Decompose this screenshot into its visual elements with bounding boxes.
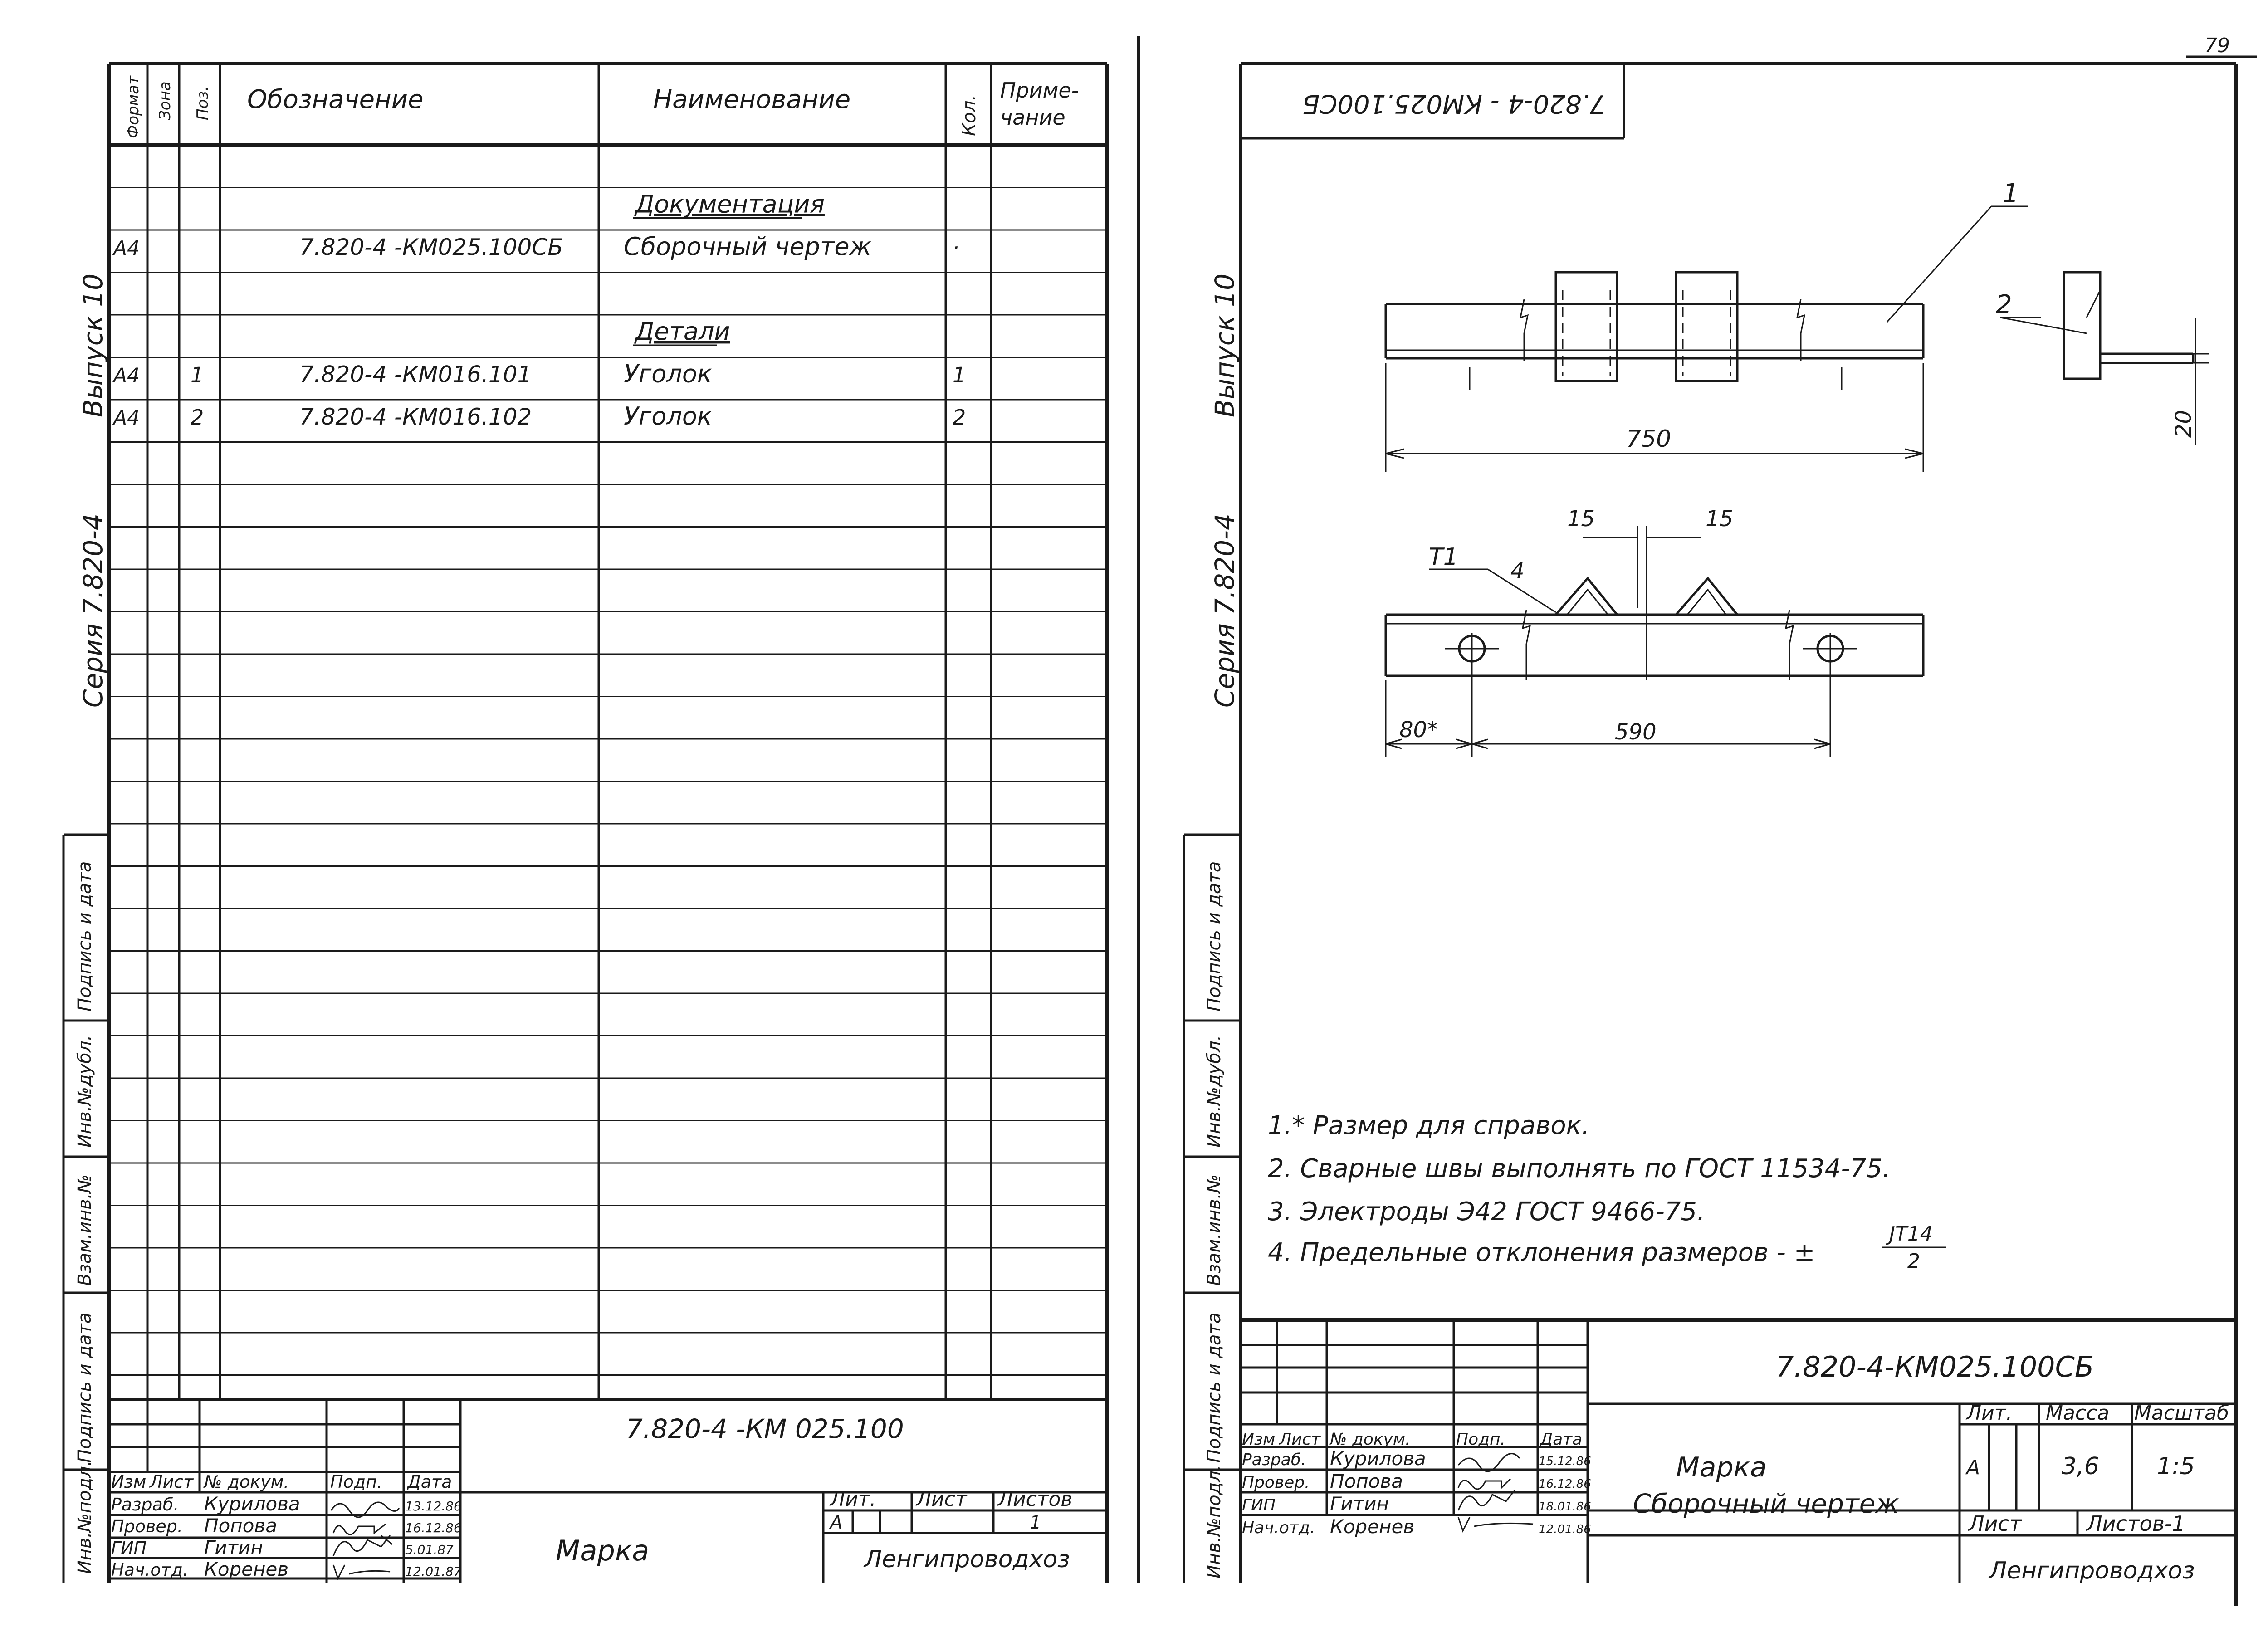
left-vzam-inv-label: Взам.инв.№ [74, 1174, 95, 1286]
header-primechanie-2: чание [1000, 105, 1066, 130]
signature-mark [1458, 1479, 1510, 1489]
left-header-data: Дата [407, 1472, 452, 1492]
right-header-podp: Подп. [1456, 1430, 1505, 1449]
right-list-label: Лист [1969, 1511, 2022, 1536]
left-lit-value: А [830, 1512, 843, 1533]
left-inv-dubl-label: Инв.№дубл. [74, 1035, 95, 1148]
dim-gap-1-label: 15 [1567, 506, 1595, 532]
mirror-stamp: 7.820-4 - КМ025.100СБ [1302, 89, 1606, 118]
signature-mark [1458, 1517, 1533, 1531]
person-date: 15.12.86 [1539, 1455, 1591, 1468]
header-zona: Зона [156, 81, 174, 120]
header-format: Формат [124, 76, 142, 138]
dim-leg-label: 20 [2171, 410, 2196, 438]
person-name: Курилова [204, 1493, 300, 1515]
right-podpis-data-2-label: Подпись и дата [1204, 1312, 1225, 1463]
note-2: 2. Сварные швы выполнять по ГОСТ 11534-75. [1268, 1154, 1891, 1183]
right-header-data: Дата [1540, 1430, 1583, 1449]
right-lit-label: Лит. [1966, 1402, 2013, 1425]
angle-drawing-top [1386, 206, 2028, 472]
person-date: 5.01.87 [405, 1542, 454, 1557]
right-vypusk-label: Выпуск 10 [1209, 274, 1240, 417]
left-podpis-data-label: Подпись и дата [74, 861, 95, 1012]
person-role: Разраб. [111, 1495, 179, 1515]
right-header-list: Лист [1279, 1430, 1321, 1449]
right-masshtab-label: Масштаб [2134, 1402, 2229, 1425]
left-title-name: Марка [556, 1534, 650, 1567]
weld-label: Т1 [1429, 543, 1458, 571]
left-lit-label: Лит. [830, 1488, 876, 1511]
left-header-n-dokum: № докум. [204, 1472, 289, 1492]
right-header-n-dokum: № докум. [1330, 1430, 1411, 1449]
right-masshtab-value: 1:5 [2157, 1453, 2195, 1480]
header-oboznachenie: Обозначение [247, 85, 424, 114]
signature-mark [333, 1565, 390, 1578]
spec-cell-poz: 1 [191, 362, 204, 387]
spec-cell-kol: · [953, 235, 959, 260]
person-role: Разраб. [1242, 1451, 1306, 1469]
person-name: Попова [1330, 1470, 1403, 1492]
spec-cell-oboznachenie: 7.820-4 -КМ025.100СБ [299, 234, 563, 260]
person-date: 16.12.86 [1539, 1477, 1591, 1491]
spec-cell-naimenovanie: Уголок [624, 359, 712, 388]
right-seriya-label: Серия 7.820-4 [1209, 513, 1240, 708]
spec-cell-oboznachenie: 7.820-4 -КМ016.102 [299, 404, 532, 430]
spec-cell-format: А4 [113, 364, 140, 387]
left-list-label: Лист [916, 1488, 967, 1511]
left-listov-label: Листов [998, 1488, 1073, 1511]
person-date: 18.01.86 [1539, 1500, 1591, 1514]
right-podpis-data-label: Подпись и дата [1204, 861, 1225, 1012]
header-naimenovanie: Наименование [653, 85, 851, 114]
spec-cell-format: А4 [113, 406, 140, 430]
left-header-podp: Подп. [330, 1472, 383, 1492]
signature-mark [333, 1524, 386, 1534]
callout-1-label: 1 [2003, 179, 2019, 208]
spec-rows [112, 190, 966, 431]
header-kol: Кол. [959, 94, 980, 136]
person-name: Гитин [204, 1536, 263, 1559]
dim-offset-label: 80* [1399, 717, 1438, 743]
person-role: ГИП [111, 1538, 147, 1558]
note-4-numerator: JT14 [1889, 1222, 1933, 1246]
left-seriya-label: Серия 7.820-4 [78, 513, 108, 708]
header-poz: Поз. [194, 86, 212, 120]
right-title-name-1: Марка [1676, 1451, 1767, 1483]
person-role: ГИП [1242, 1496, 1276, 1515]
dim-gap-2-label: 15 [1706, 506, 1734, 532]
person-date: 13.12.86 [405, 1499, 462, 1514]
page-number: 79 [2204, 34, 2230, 57]
person-name: Гитин [1330, 1493, 1389, 1515]
right-massa-value: 3,6 [2062, 1453, 2099, 1480]
left-header-list: Лист [150, 1472, 194, 1492]
note-4: 4. Предельные отклонения размеров - ± [1268, 1238, 1815, 1267]
spec-section-heading: Детали [635, 317, 730, 346]
weld-size-label: 4 [1510, 558, 1525, 584]
person-name: Попова [204, 1515, 277, 1537]
left-sheet [64, 64, 1107, 1583]
spec-cell-format: А4 [113, 237, 140, 260]
header-primechanie-1: Приме- [1000, 78, 1079, 103]
right-header-izm: Изм [1242, 1430, 1276, 1449]
dim-span-label: 590 [1615, 719, 1657, 745]
right-lit-value: А [1966, 1456, 1980, 1479]
left-org-name: Ленгипроводхоз [864, 1546, 1070, 1573]
spec-section-heading: Документация [635, 190, 825, 219]
note-3: 3. Электроды Э42 ГОСТ 9466-75. [1268, 1197, 1705, 1227]
dim-length-label: 750 [1626, 425, 1672, 453]
person-role: Нач.отд. [111, 1560, 189, 1580]
left-listov-value: 1 [1030, 1512, 1041, 1533]
right-doc-code: 7.820-4-КМ025.100СБ [1776, 1350, 2094, 1383]
person-name: Коренев [204, 1558, 289, 1580]
spec-cell-kol: 1 [953, 362, 966, 387]
left-header-izm: Изм [111, 1472, 147, 1492]
right-massa-label: Масса [2046, 1402, 2110, 1425]
person-name: Курилова [1330, 1447, 1426, 1470]
spec-cell-naimenovanie: Сборочный чертеж [624, 232, 872, 261]
callout-2-label: 2 [1996, 290, 2012, 319]
left-vypusk-label: Выпуск 10 [78, 274, 108, 417]
right-listov-label: Листов-1 [2087, 1511, 2185, 1536]
person-date: 12.01.87 [405, 1564, 462, 1579]
person-role: Нач.отд. [1242, 1519, 1315, 1537]
spec-cell-oboznachenie: 7.820-4 -КМ016.101 [299, 361, 532, 388]
person-date: 12.01.86 [1539, 1523, 1591, 1536]
person-role: Провер. [1242, 1473, 1310, 1492]
right-inv-dubl-label: Инв.№дубл. [1204, 1035, 1225, 1148]
right-org-name: Ленгипроводхоз [1989, 1557, 2195, 1584]
person-date: 16.12.86 [405, 1520, 462, 1535]
right-sheet [1184, 57, 2257, 1606]
person-name: Коренев [1330, 1515, 1415, 1538]
right-title-name-2: Сборочный чертеж [1633, 1488, 1899, 1519]
person-role: Провер. [111, 1516, 183, 1536]
right-inv-podl-label: Инв.№подл. [1204, 1465, 1225, 1578]
left-doc-code: 7.820-4 -КМ 025.100 [626, 1413, 904, 1444]
left-podpis-data-2-label: Подпись и дата [74, 1312, 95, 1463]
note-4-denominator: 2 [1907, 1250, 1920, 1273]
spec-cell-kol: 2 [953, 405, 966, 430]
note-1: 1.* Размер для справок. [1268, 1111, 1590, 1140]
spec-cell-naimenovanie: Уголок [624, 402, 712, 430]
spec-cell-poz: 2 [191, 405, 204, 430]
left-inv-podl-label: Инв.№подл. [74, 1460, 95, 1574]
right-vzam-inv-label: Взам.инв.№ [1204, 1174, 1225, 1286]
